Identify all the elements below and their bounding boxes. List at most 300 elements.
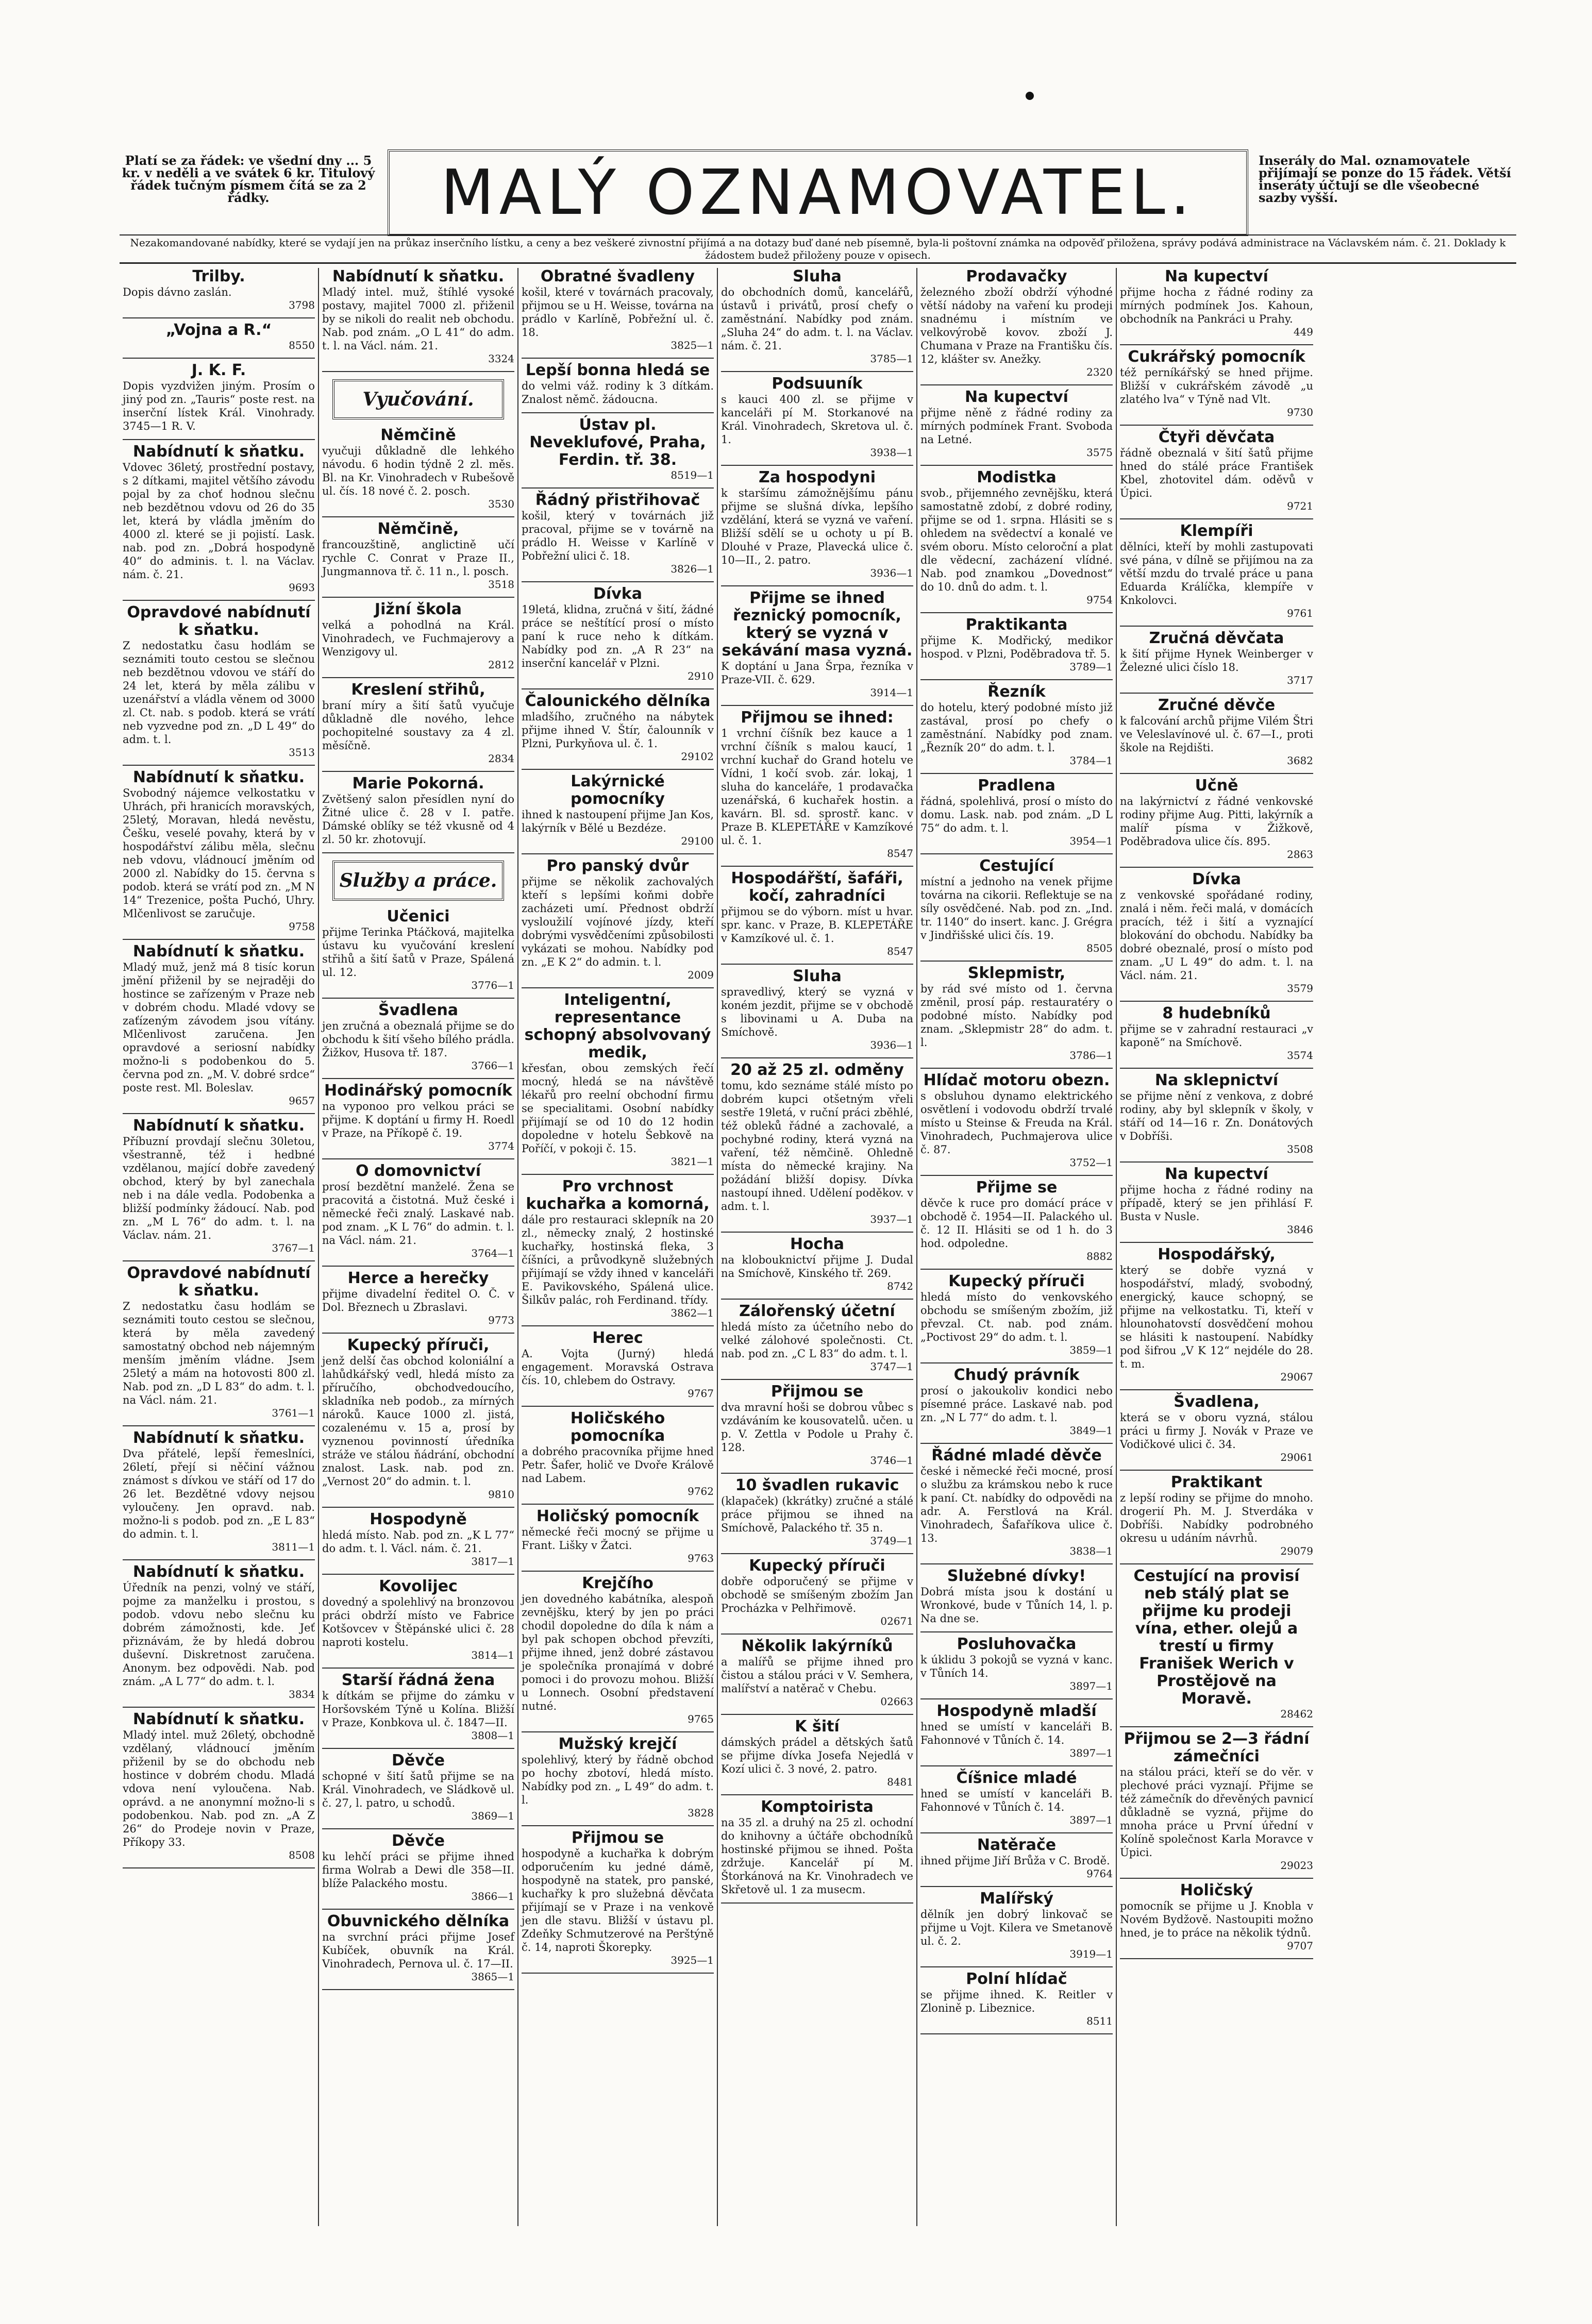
ad-divider bbox=[1120, 1001, 1313, 1002]
column-3 bbox=[518, 268, 718, 2226]
classified-ad bbox=[522, 362, 714, 406]
classified-ad bbox=[920, 965, 1113, 1062]
ad-body: ihned přijme Jiří Brůža v C. Brodě. bbox=[920, 1855, 1110, 1867]
ad-code: 3865—1 bbox=[471, 1971, 514, 1983]
classified-ad bbox=[322, 1511, 514, 1568]
ad-divider bbox=[721, 866, 913, 867]
classified-ad bbox=[322, 1752, 514, 1822]
ad-heading: Kupecký příruči bbox=[948, 1272, 1085, 1290]
ad-divider bbox=[721, 1057, 913, 1058]
classified-ad bbox=[522, 416, 714, 481]
ad-body: K doptání u Jana Šrpa, řezníka v Praze-VII. č. 629. bbox=[721, 660, 913, 686]
ad-heading: Lakýrnické pomocníky bbox=[571, 772, 665, 808]
ad-code: 3575 bbox=[1086, 446, 1113, 459]
ad-divider bbox=[920, 1832, 1113, 1833]
classified-ad bbox=[721, 469, 913, 579]
ad-body: též perníkářský se hned přijme. Bližší v cukrářském závodě „u zlatého lva“ v Týně nad Vlt. bbox=[1120, 366, 1313, 406]
ad-body: Zvětšený salon přesídlen nyní do Žitné ulice č. 28 v I. patře. Dámské oblíky se též vkusně od 4 zl. 50 kr. zhotovují. bbox=[322, 793, 514, 846]
ad-divider bbox=[522, 1406, 714, 1407]
classified-ad bbox=[522, 492, 714, 575]
ad-divider bbox=[322, 1333, 514, 1334]
classified-ad bbox=[920, 268, 1113, 378]
ad-body: s kauci 400 zl. se přijme v kanceláři pí M. Storkanové na Král. Vinohradech, Skretova ul. č. 1. bbox=[721, 393, 913, 446]
ad-code: 3859—1 bbox=[1069, 1344, 1113, 1356]
classified-ad bbox=[322, 520, 514, 591]
ad-divider bbox=[1120, 626, 1313, 627]
ad-divider bbox=[123, 939, 315, 940]
ad-body: z venkovské spořádané rodiny, znalá i něm. řeči malá, v domácích pracích, též i šití a vyznající blokování do obchodu. Nabídky ba dobré obeznalé, prosí o místo pod znam. „U L 49“ do adm. t. l. na Václ. nám. 21. bbox=[1120, 889, 1313, 982]
ad-code: 3937—1 bbox=[870, 1213, 913, 1225]
ad-divider bbox=[123, 1425, 315, 1426]
classified-ad bbox=[322, 1163, 514, 1259]
ad-heading: Kreslení střihů, bbox=[351, 681, 485, 699]
classified-ad bbox=[1120, 1393, 1313, 1463]
ad-divider bbox=[920, 1175, 1113, 1176]
ad-code: 3761—1 bbox=[272, 1407, 315, 1419]
ad-code: 3866—1 bbox=[471, 1890, 514, 1902]
ad-heading: Pro vrchnost kuchařka a komorná, bbox=[526, 1177, 710, 1213]
classified-ad bbox=[721, 1236, 913, 1292]
ad-divider bbox=[322, 852, 514, 853]
ad-body: Z nedostatku času hodlám se seznámiti touto cestou se slečnou, která by měla zavedený samostatný obchod neb nájemným menším jměním vládne. Jsem 25letý a mám na hotovosti 800 zl. Nab. pod zn. „D L 83“ do adm. t. l. na Václ. nám. 21. bbox=[123, 1300, 315, 1406]
classified-ad bbox=[123, 769, 315, 933]
ad-body: A. Vojta (Jurný) hledá engagement. Moravská Ostrava čís. 10, chlebem do Ostravy. bbox=[522, 1348, 714, 1387]
classified-ad bbox=[123, 268, 315, 311]
classified-ad bbox=[522, 857, 714, 981]
ad-code: 8550 bbox=[289, 339, 315, 351]
ad-body: místní a jednoho na venek přijme továrna na cikorii. Reflektuje se na síly osvědčené. Nab. pod zn. „Ind. tr. 1140“ do insert. kanc. J. Grégra v Jindřišské ulici čís. 19. bbox=[920, 875, 1113, 941]
classified-ad bbox=[721, 1477, 913, 1547]
ad-heading: Přijme se ihned řeznický pomocník, který se vyzná v sekávání masa vyzná. bbox=[722, 589, 913, 660]
classified-ad bbox=[123, 1117, 315, 1254]
classified-ad bbox=[1120, 348, 1313, 418]
column-2 bbox=[319, 268, 518, 2226]
ad-body: přijme divadelní ředitel O. Č. v Dol. Březnech u Zbraslavi. bbox=[322, 1288, 514, 1313]
ad-code: 9693 bbox=[289, 581, 315, 594]
ad-divider bbox=[522, 1731, 714, 1732]
ad-heading: Posluhovačka bbox=[957, 1635, 1077, 1653]
ad-heading: Natěrače bbox=[977, 1836, 1057, 1854]
ad-divider bbox=[721, 1232, 913, 1233]
ad-heading: Na kupectví bbox=[965, 388, 1068, 406]
ad-divider bbox=[920, 384, 1113, 385]
classified-ad bbox=[522, 1329, 714, 1400]
classified-ad bbox=[721, 590, 913, 699]
ad-divider bbox=[123, 1867, 315, 1868]
ad-heading: Nabídnutí k sňatku. bbox=[132, 1563, 305, 1581]
ad-body: jen dovedného kabátníka, alespoň zevnějšku, který by jen po práci chodil dopoledne do díla k nám a byl pak schopen obchod převzíti, přijme ihned, jenž dobré zástavou je společníka pronajímá v dobré pomoci i do provozu mohou. Bližší u Lonnech. Osobní představení nutné. bbox=[522, 1593, 714, 1712]
ad-code: 29079 bbox=[1280, 1545, 1313, 1557]
ink-dot bbox=[1026, 92, 1034, 100]
ad-code: 9773 bbox=[488, 1314, 514, 1326]
ad-heading: Cestující na provisí neb stálý plat se přijme ku prodeji vína, ether. olejů a trestí u firmy Franišek Werich v Prostějově na Moravě. bbox=[1133, 1567, 1300, 1708]
ad-code: 3767—1 bbox=[272, 1242, 315, 1254]
ad-body: hned se umístí v kanceláři B. Fahonnové v Tůních č. 14. bbox=[920, 1788, 1113, 1813]
classified-ad bbox=[920, 1273, 1113, 1356]
ad-body: Mladý intel. muž 26letý, obchodně vzdělaný, vládnoucí jměním přiženil by se do obchodu neb hostince v dobrém chodu. Mladá vdova není vyloučena. Nab. oprávd. a ne anonymní možno-li s podobenkou. Nab. pod zn. „A Z 26“ do Prodeje novin v Praze, Příkopy 33. bbox=[123, 1729, 315, 1848]
classified-ad bbox=[920, 616, 1113, 673]
classified-ad bbox=[322, 908, 514, 991]
ad-code: 8508 bbox=[289, 1849, 315, 1861]
ad-code: 3834 bbox=[289, 1688, 315, 1700]
classified-ad bbox=[920, 1179, 1113, 1262]
classified-ad bbox=[721, 1303, 913, 1373]
ad-body: do obchodních domů, kancelářů, ústavů i privátů, prosí chefy o zaměstnání. Nabídky pod znám. „Sluha 24“ do adm. t. l. na Václav. nám. č. 21. bbox=[721, 286, 913, 352]
ad-heading: Učně bbox=[1195, 777, 1238, 795]
ad-divider bbox=[1120, 425, 1313, 426]
ad-heading: Nabídnutí k sňatku. bbox=[132, 1710, 305, 1728]
ad-heading: Několik lakýrníků bbox=[741, 1637, 893, 1655]
classified-ad bbox=[522, 268, 714, 351]
ad-heading: Opravdové nabídnutí k sňatku. bbox=[127, 1264, 311, 1300]
ad-body: Dva přátelé, lepší řemeslníci, 26letí, přejí si něčiní vážnou známost s dívkou ve stáří od 17 do 26 let. Bezdětné vdovy nejsou vyloučeny. Jen opravd. nab. možno-li s podob. pod zn. „E L 83“ do admin. t. l. bbox=[123, 1447, 315, 1540]
ad-divider bbox=[522, 1504, 714, 1505]
ad-code: 3764—1 bbox=[471, 1247, 514, 1259]
ad-code: 3508 bbox=[1287, 1143, 1313, 1155]
ad-heading: Přijme se bbox=[976, 1178, 1058, 1197]
classified-ad bbox=[1120, 777, 1313, 861]
ad-heading: Přijmou se bbox=[770, 1383, 864, 1401]
ad-code: 29061 bbox=[1280, 1451, 1313, 1463]
ad-heading: Sluha bbox=[793, 268, 842, 285]
ad-code: 29100 bbox=[681, 835, 714, 847]
ad-heading: Herce a herečky bbox=[347, 1269, 489, 1287]
classified-ad bbox=[123, 443, 315, 594]
ad-body: na svrchní práci přijme Josef Kubíček, obuvník na Král. Vinohradech, Pernova ul. č. 17—II. bbox=[322, 1931, 514, 1970]
ad-body: Z nedostatku času hodlám se seznámiti touto cestou se slečnou neb bezdětnou vdovou ve stáří do 24 let, která by měla zálibu v uzenářství a vládla věnem od 3000 zl. Ct. nab. s podob. která se vrátí neb vyzvedne pod zn. „D L 49“ do adm. t. l. bbox=[123, 639, 315, 746]
ad-divider bbox=[920, 1563, 1113, 1564]
ad-body: křesťan, obou zemských řečí mocný, hledá se na návštěvě lékařů pro reelní obchodní firmu se specialitami. Osobní nabídky přijímají se od 10 do 12 hodin dopoledne v hotelu Šebkově na Poříčí, v pokoji č. 15. bbox=[522, 1062, 714, 1155]
ad-code: 2320 bbox=[1086, 366, 1113, 378]
ad-body: jenž delší čas obchod koloniální a lahůdkářský vedl, hledá místo za příručího, obchodvedoucího, skladníka neb podob., za mírných nároků. Kauce 1000 zl. jistá, cozalenému v. 15 a, prosí by vyznenou povinností úředníka stráže ve stálou ňádrání, obchodní znalost. Lask. nab. pod zn. „Vernost 20“ do admin. t. l. bbox=[322, 1355, 514, 1488]
ad-divider bbox=[322, 1078, 514, 1079]
ad-body: přijmou se do výborn. míst u hvar. spr. kanc. v Praze, B. KLEPETÁŘE v Kamzíkové ul. č. 1. bbox=[721, 905, 913, 945]
ad-body: košil, které v továrnách pracovaly, přijmou se u H. Weisse, továrna na prádlo v Karlíně, Pobřežní ul. č. 18. bbox=[522, 286, 714, 339]
ad-code: 3766—1 bbox=[471, 1059, 514, 1072]
ad-body: se přijme ihned. K. Reitler v Zlonině p. Libeznice. bbox=[920, 1989, 1113, 2014]
ad-body: svob., přijemného zevnějšku, která samostatně zdobí, z dobré rodiny, přijme se od 1. srpna. Hlásiti se s ohledem na svědectví a konalé ve svém oboru. Místo celoroční a plat dle vědecní, zacházení vlídné. Nab. pod znamkou „Dovednost“ do 10. dnů do adm. t. l. bbox=[920, 487, 1113, 593]
ad-heading: Ústav pl. Neveklufové, Praha, Ferdin. tř. 38. bbox=[529, 416, 706, 469]
ad-heading: Řádné mladé děvče bbox=[931, 1446, 1102, 1464]
ad-heading: Chudý právník bbox=[953, 1366, 1080, 1384]
ad-body: české i německé řeči mocné, prosí o službu za krámskou nebo k ruce k paní. Ct. nabídky do odpovědi na adr. A. Ferstlová na Král. Vinohradech, Šafaříkova ulice č. 13. bbox=[920, 1465, 1113, 1544]
ad-code: 2009 bbox=[688, 969, 714, 981]
ad-code: 3776—1 bbox=[471, 979, 514, 991]
ad-body: hospodyně a kuchařka k dobrým odporučením ku jedné dámě, hospodyně na statek, pro panské, kuchařky k pro služebná děvčata přijímají se v Praze i na venkově jen dle stavu. Bližší v ústavu pl. Zdeňky Schmutzerové na Perštýně č. 14, naproti Škorepky. bbox=[522, 1847, 714, 1953]
ad-heading: Malířský bbox=[980, 1890, 1053, 1908]
classified-ad bbox=[920, 1568, 1113, 1625]
ad-body: spolehlivý, který by řádně obchod po hochy zbotoví, hledá místo. Nabídky pod zn. „ L 49“ do adm. t. l. bbox=[522, 1754, 714, 1806]
ad-body: přijme něně z řádné rodiny za mírných podmínek Frant. Svoboda na Letné. bbox=[920, 407, 1113, 446]
ad-code: 8511 bbox=[1086, 2015, 1113, 2027]
ad-code: 449 bbox=[1293, 326, 1313, 338]
ad-code: 3862—1 bbox=[671, 1307, 714, 1319]
ad-divider bbox=[721, 964, 913, 965]
ad-code: 3798 bbox=[289, 299, 315, 311]
ad-heading: Cukrářský pomocník bbox=[1128, 348, 1305, 366]
ad-code: 9657 bbox=[289, 1094, 315, 1107]
ad-code: 8481 bbox=[887, 1776, 913, 1788]
ad-heading: „Vojna a R.“ bbox=[165, 321, 272, 339]
ad-heading: Klempíři bbox=[1180, 522, 1253, 540]
classified-ad bbox=[920, 683, 1113, 767]
column-4 bbox=[718, 268, 917, 2226]
ad-body: německé řeči mocný se přijme u Frant. Lišky v Žatci. bbox=[522, 1526, 714, 1552]
notice-strip: Nezakomandované nabídky, které se vydají jen na průkaz inserčního lístku, a ceny a bez veškeré zivnostní přijímá a na dotazy buď dané neb písemně, byla-li poštovní známka na odpověď přiložena, správy podává administrace na Václavském nám. č. 21. Doklady k žádostem budež přiloženy pouze v opisech. bbox=[120, 234, 1516, 264]
ad-heading: Nabídnutí k sňatku. bbox=[332, 268, 505, 285]
ad-heading: 10 švadlen rukavic bbox=[735, 1476, 899, 1494]
ad-code: 3811—1 bbox=[272, 1541, 315, 1553]
ad-divider bbox=[123, 317, 315, 318]
classified-ad bbox=[1120, 268, 1313, 338]
ad-heading: Přijmou se ihned: bbox=[741, 709, 894, 727]
ad-heading: Kupecký příruči, bbox=[347, 1336, 490, 1354]
ad-divider bbox=[920, 1269, 1113, 1270]
ad-heading: Praktikanta bbox=[965, 616, 1068, 634]
ad-code: 8547 bbox=[887, 945, 913, 957]
ad-code: 9761 bbox=[1287, 607, 1313, 619]
ad-body: Úředník na penzi, volný ve stáří, pojme za manželku i prostou, s podob. vdovu nebo slečnu ku dobrém zámožnosti, kde. Jeť přiznávám, že by hledá dobrou duševní. Diskretnost zaručena. Anonym. bez odpovědi. Nab. pod znám. „A L 77“ do adm. t. l. bbox=[123, 1581, 315, 1688]
ad-heading: Polní hlídač bbox=[966, 1970, 1067, 1988]
ad-divider bbox=[123, 358, 315, 359]
ad-code: 3849—1 bbox=[1069, 1424, 1113, 1437]
ad-heading: Za hospodyni bbox=[758, 468, 876, 486]
ad-heading: Dívka bbox=[593, 585, 642, 603]
classified-ad bbox=[920, 1072, 1113, 1169]
ad-divider bbox=[322, 1507, 514, 1508]
ad-body: Dopis dávno zaslán. bbox=[123, 286, 232, 298]
ad-code: 3828 bbox=[688, 1807, 714, 1819]
ad-body: která se v oboru vyzná, stálou práci u firmy J. Novák v Praze ve Vodičkové ulici č. 34. bbox=[1120, 1411, 1313, 1451]
ad-body: Dopis vyzdvižen jiným. Prosím o jiný pod zn. „Tauris“ poste rest. na inserční lístek Král. Vinohrady. 3745—1 R. V. bbox=[123, 380, 315, 432]
ad-body: dva mravní hoši se dobrou vůbec s vzdáváním ke kousovatelů. učen. u p. V. Zettla v Podole u Prahy č. 128. bbox=[721, 1401, 913, 1454]
ad-heading: Trilby. bbox=[192, 268, 245, 285]
classified-ad bbox=[322, 1270, 514, 1326]
ad-heading: Děvče bbox=[392, 1832, 445, 1850]
ad-divider bbox=[920, 1698, 1113, 1699]
ad-divider bbox=[920, 465, 1113, 466]
ad-heading: Na kupectví bbox=[1165, 1165, 1268, 1183]
classified-ad bbox=[322, 427, 514, 510]
ad-code: 3897—1 bbox=[1069, 1814, 1113, 1826]
ad-body: přijme hocha z řádné rodiny za mírných podmínek Jos. Kahoun, obchodník na Pankráci u Prahy. bbox=[1120, 286, 1313, 325]
ad-divider bbox=[522, 1825, 714, 1826]
ad-divider bbox=[920, 1765, 1113, 1766]
ad-code: 2863 bbox=[1287, 848, 1313, 861]
ad-code: 9730 bbox=[1287, 406, 1313, 418]
ad-code: 3747—1 bbox=[870, 1360, 913, 1373]
classified-ad bbox=[123, 1563, 315, 1700]
ad-divider bbox=[322, 597, 514, 598]
ad-code: 3774 bbox=[488, 1140, 514, 1152]
ad-divider bbox=[721, 585, 913, 586]
classified-ad bbox=[322, 1578, 514, 1661]
ad-heading: Dívka bbox=[1192, 870, 1241, 888]
classified-ad bbox=[920, 1770, 1113, 1826]
ad-heading: Zručná děvčata bbox=[1149, 629, 1284, 647]
ad-body: hned se umístí v kanceláři B. Fahonnové v Tůních č. 14. bbox=[920, 1721, 1113, 1746]
classified-ad bbox=[522, 1508, 714, 1564]
ad-code: 29102 bbox=[681, 750, 714, 763]
classified-ad bbox=[522, 585, 714, 682]
ad-body: přijme se v zahradní restauraci „v kaponě“ na Smíchově. bbox=[1120, 1023, 1313, 1049]
ad-body: ihned k nastoupení přijme Jan Kos, lakýrník v Bělé u Bezdéze. bbox=[522, 809, 714, 834]
ad-divider bbox=[920, 853, 1113, 854]
classified-ad bbox=[1120, 1730, 1313, 1872]
ad-divider bbox=[522, 853, 714, 854]
ad-divider bbox=[322, 1989, 514, 1990]
classified-ad bbox=[721, 1798, 913, 1896]
ad-body: prosí o jakoukoliv kondici nebo písemné práce. Laskavé nab. pod zn. „N L 77“ do adm. t. l. bbox=[920, 1385, 1113, 1424]
ad-divider bbox=[1120, 1726, 1313, 1727]
classified-ad bbox=[920, 1447, 1113, 1557]
classified-ad bbox=[322, 1337, 514, 1501]
ad-divider bbox=[522, 1571, 714, 1572]
ad-code: 3513 bbox=[289, 746, 315, 759]
ad-code: 8882 bbox=[1086, 1250, 1113, 1262]
ad-body: schopné v šití šatů přijme se na Král. Vinohradech, ve Sládkově ul. č. 27, l. patro, u schodů. bbox=[322, 1770, 514, 1809]
ad-code: 29067 bbox=[1280, 1371, 1313, 1383]
ad-divider bbox=[123, 1707, 315, 1708]
ad-heading: Učenici bbox=[387, 907, 450, 925]
ad-code: 3530 bbox=[488, 498, 514, 510]
ad-code: 3518 bbox=[488, 578, 514, 591]
classified-ad bbox=[1120, 1882, 1313, 1952]
ad-code: 9767 bbox=[688, 1387, 714, 1400]
ad-divider bbox=[721, 1299, 913, 1300]
ad-body: 19letá, klidna, zručná v šití, žádné práce se neštítící prosí o místo paní k ruce neho k dítkám. Nabídky pod zn. „A R 23“ na inserční kancelář v Plzni. bbox=[522, 603, 714, 669]
ad-body: Příbuzní provdají slečnu 30letou, všestranně, též i hedbné vzdělanou, mající dobře zavedený obchod, který by byl zanechala neb i na dále vedla. Podobenka a bližší podmínky žádoucí. Nab. pod zn. „M L 76“ do adm. t. l. na Václav. nám. 21. bbox=[123, 1135, 315, 1241]
ad-divider bbox=[1120, 1958, 1313, 1959]
classified-ad bbox=[522, 1410, 714, 1497]
section-heading: Služby a práce. bbox=[332, 861, 504, 901]
ad-code: 3785—1 bbox=[870, 352, 913, 365]
ad-heading: Hospodářský, bbox=[1158, 1245, 1276, 1264]
ad-code: 2812 bbox=[488, 659, 514, 671]
ad-code: 3938—1 bbox=[870, 446, 913, 459]
ad-code: 3814—1 bbox=[471, 1649, 514, 1661]
ad-code: 3846 bbox=[1287, 1223, 1313, 1236]
ad-divider bbox=[322, 1266, 514, 1267]
ad-divider bbox=[920, 1443, 1113, 1444]
ad-code: 3925—1 bbox=[671, 1954, 714, 1966]
ad-code: 9764 bbox=[1086, 1867, 1113, 1880]
ad-body: hledá místo do venkovského obchodu se smíšeným zbožím, již převzal. Ct. nab. pod znám. „Poctivost 29“ do adm. t. l. bbox=[920, 1291, 1113, 1343]
classified-ad bbox=[1120, 429, 1313, 512]
ad-divider bbox=[1120, 867, 1313, 868]
ad-code: 3897—1 bbox=[1069, 1680, 1113, 1692]
ad-divider bbox=[322, 998, 514, 999]
ad-heading: Inteligentní, representance schopný absolvovaný medik, bbox=[524, 991, 711, 1062]
ad-divider bbox=[322, 516, 514, 517]
ad-code: 3914—1 bbox=[870, 686, 913, 699]
classified-ad bbox=[1120, 1072, 1313, 1155]
ad-heading: Lepší bonna hledá se bbox=[525, 361, 710, 379]
ad-divider bbox=[123, 1113, 315, 1114]
ad-divider bbox=[322, 1668, 514, 1669]
ad-heading: Holičského pomocníka bbox=[570, 1409, 665, 1445]
ad-body: pomocník se přijme u J. Knobla v Novém Bydžově. Nastoupiti možno hned, je to práce na několik týdnů. bbox=[1120, 1900, 1313, 1939]
ad-body: velká a pohodlná na Král. Vinohradech, ve Fuchmajerovy a Wenzigovy ul. bbox=[322, 619, 514, 658]
ad-code: 3897—1 bbox=[1069, 1747, 1113, 1759]
ad-heading: Hodinářský pomocník bbox=[324, 1082, 512, 1100]
ad-divider bbox=[920, 773, 1113, 774]
ad-heading: Němčině bbox=[380, 426, 456, 444]
classified-ad bbox=[920, 1971, 1113, 2027]
ad-heading: Zručné děvče bbox=[1158, 696, 1276, 714]
ad-divider bbox=[1120, 1068, 1313, 1069]
ad-body: hledá místo za účetního nebo do velké zálohové společnosti. Ct. nab. pod zn. „C L 83“ do adm. t. l. bbox=[721, 1321, 913, 1360]
classified-ad bbox=[1120, 630, 1313, 686]
ad-body: Mladý intel. muž, štíhlé vysoké postavy, majitel 7000 zl. přiženil by se nikoli do realit neb obchodu. Nab. pod znám. „O L 41“ do adm. t. l. na Václ. nám. 21. bbox=[322, 286, 514, 352]
classified-ad bbox=[522, 693, 714, 763]
ad-divider bbox=[322, 1828, 514, 1829]
ad-divider bbox=[522, 1325, 714, 1326]
classified-ad bbox=[920, 777, 1113, 847]
ad-heading: 20 až 25 zl. odměny bbox=[730, 1061, 904, 1079]
ad-divider bbox=[123, 600, 315, 601]
ad-heading: Přijmou se bbox=[571, 1829, 664, 1847]
ad-code: 9721 bbox=[1287, 500, 1313, 512]
ad-body: ku lehčí práci se přijme ihned firma Wolrab a Dewi dle 358—II. blíže Palackého mostu. bbox=[322, 1850, 514, 1890]
classified-ad bbox=[522, 1178, 714, 1319]
ad-body: dále pro restauraci sklepník na 20 zl., německy znalý, 2 hostinské kuchařky, hostinská fleka, 3 číšníci, a průvodkyně služebných přijímají se vždy ihned v kanceláři E. Pavikovského, Spálená ulice. Šilkův palác, roh Ferdinand. třídy. bbox=[522, 1214, 714, 1306]
ad-body: se přijme nění z venkova, z dobré rodiny, aby byl sklepník v školy, v stáří od 14—16 r. Zn. Donátových v Dobříši. bbox=[1120, 1090, 1313, 1142]
ad-divider bbox=[1120, 1470, 1313, 1471]
classified-ad bbox=[1120, 1246, 1313, 1383]
ad-body: jen zručná a obeznalá přijme se do obchodu k šití všeho bílého prádla. Žižkov, Husova tř. 187. bbox=[322, 1020, 514, 1059]
ad-body: přijme K. Modřický, medikor hospod. v Plzni, Poděbradova tř. 5. bbox=[920, 634, 1113, 660]
ad-divider bbox=[920, 1068, 1113, 1069]
ad-divider bbox=[522, 1174, 714, 1175]
ad-body: řádně obeznalá v šití šatů přijme hned do stálé práce František Kbel, zhotovitel dám. oděvů v Úpici. bbox=[1120, 447, 1313, 499]
classified-ad bbox=[322, 601, 514, 671]
ad-body: který se dobře vyzná v hospodářství, mladý, svobodný, energický, kauce schopný, se přijme na velkostatku. Ti, kteří v hlounohatovstí dosvědčení mohou se hlásiti k nastoupení. Nabídky pod šifrou „V K 12“ nejdéle do 28. t. m. bbox=[1120, 1264, 1313, 1370]
ad-heading: Nabídnutí k sňatku. bbox=[132, 1429, 305, 1447]
page-title: MALÝ OZNAMOVATEL. bbox=[388, 149, 1248, 236]
ad-divider bbox=[721, 705, 913, 706]
ad-code: 9765 bbox=[688, 1713, 714, 1725]
ad-body: přijme hocha z řádné rodiny na případě, který se jen přihlásí F. Busta v Nusle. bbox=[1120, 1184, 1313, 1223]
ad-code: 3808—1 bbox=[471, 1729, 514, 1742]
classified-ad bbox=[322, 775, 514, 846]
classified-ad bbox=[522, 1829, 714, 1966]
ad-body: na lakýrnictví z řádné venkovské rodiny přijme Aug. Pitti, lakýrník a malíř písma v Žižkově, Poděbradova ulice čís. 895. bbox=[1120, 795, 1313, 848]
ad-divider bbox=[721, 1379, 913, 1380]
classified-ad bbox=[322, 268, 514, 365]
ad-heading: Hocha bbox=[790, 1235, 845, 1253]
classified-ad bbox=[721, 375, 913, 459]
ad-body: Dobrá místa jsou k dostání u Wronkové, bude v Tůních 14, l. p. Na dne se. bbox=[920, 1586, 1113, 1625]
ad-heading: O domovnictví bbox=[355, 1162, 481, 1180]
classified-ad bbox=[1120, 871, 1313, 995]
ad-code: 3838—1 bbox=[1069, 1545, 1113, 1557]
section-heading: Vyučování. bbox=[332, 379, 504, 419]
ad-code: 8505 bbox=[1086, 942, 1113, 954]
classified-ad bbox=[920, 1636, 1113, 1692]
ad-body: hledá místo. Nab. pod zn. „K L 77“ do adm. t. l. Václ. nám. č. 21. bbox=[322, 1529, 514, 1555]
ad-body: a malířů se přijme ihned pro čistou a stálou práci v V. Semhera, malířství a natěrač v Chebu. bbox=[721, 1656, 913, 1695]
classified-ad bbox=[522, 773, 714, 847]
classified-ad bbox=[123, 1429, 315, 1553]
classified-ad bbox=[1120, 1166, 1313, 1236]
ad-body: na klobouknictví přijme J. Dudal na Smíchově, Kinského tř. 269. bbox=[721, 1254, 913, 1279]
ad-divider bbox=[123, 439, 315, 440]
column-1 bbox=[120, 268, 319, 2226]
ad-divider bbox=[322, 1574, 514, 1575]
ad-divider bbox=[522, 769, 714, 770]
masthead bbox=[120, 149, 1516, 283]
